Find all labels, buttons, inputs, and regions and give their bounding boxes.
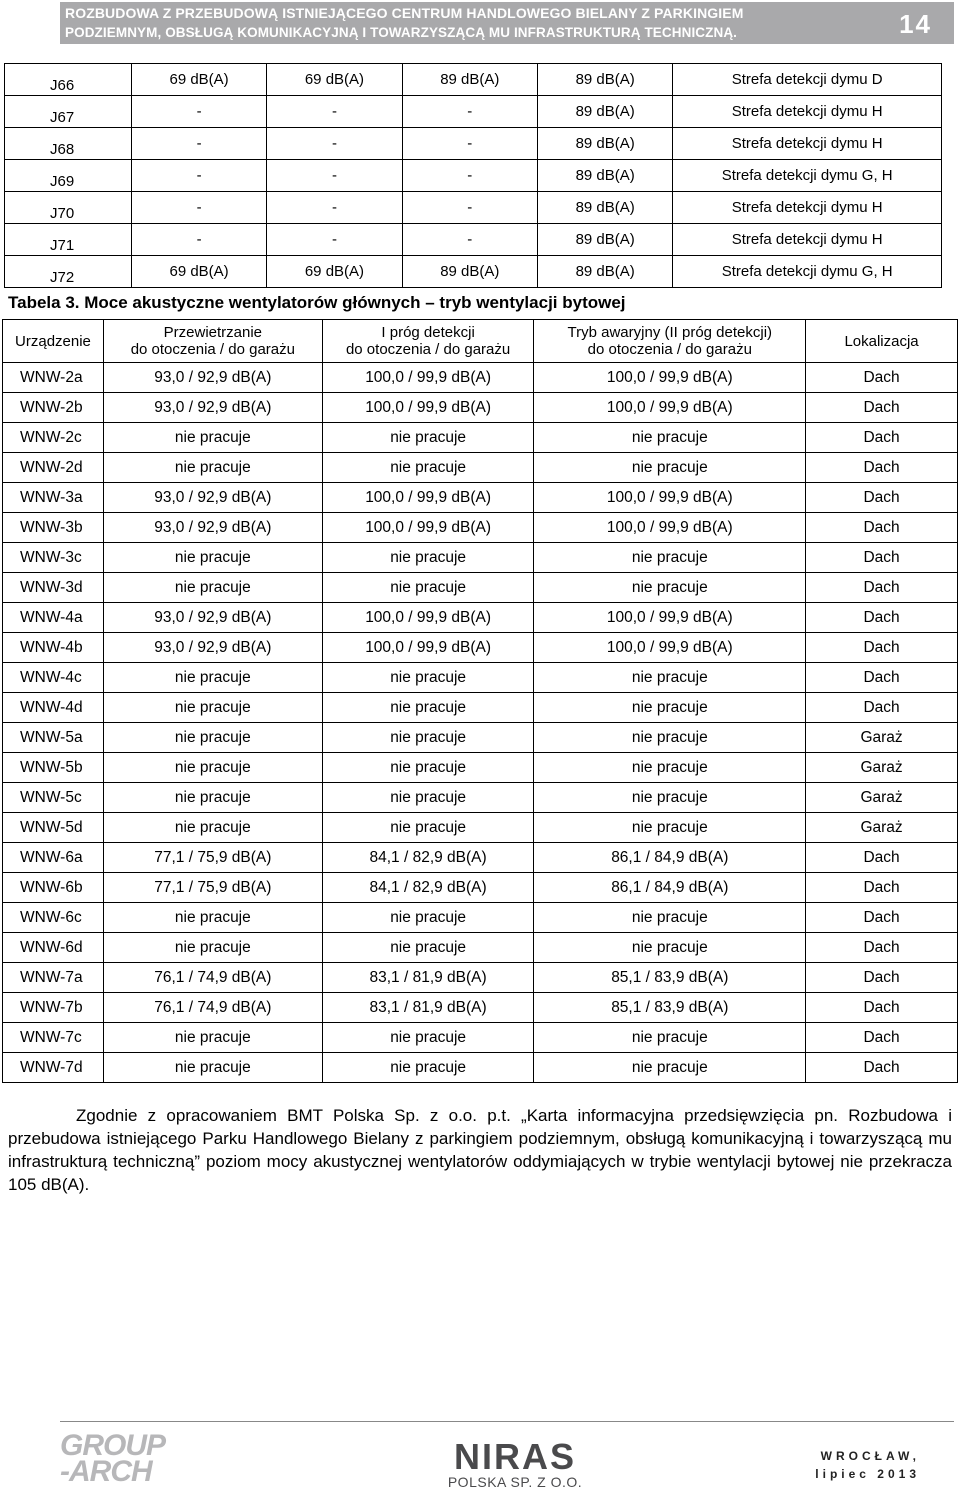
table-row — [5, 256, 942, 288]
cell-emergency-mode: nie pracuje — [534, 903, 806, 933]
cell-ventilation: 93,0 / 92,9 dB(A) — [103, 483, 322, 513]
cell-level-3: - — [402, 192, 537, 224]
cell-first-threshold: 100,0 / 99,9 dB(A) — [322, 603, 534, 633]
cell-level-2: 69 dB(A) — [267, 64, 402, 96]
cell-level-2: - — [267, 192, 402, 224]
cell-first-threshold: nie pracuje — [322, 723, 534, 753]
cell-first-threshold: nie pracuje — [322, 453, 534, 483]
cell-location: Dach — [806, 393, 958, 423]
cell-level-3: - — [402, 224, 537, 256]
cell-emergency-mode: nie pracuje — [534, 783, 806, 813]
table-row — [3, 423, 958, 453]
cell-location: Dach — [806, 543, 958, 573]
cell-location: Garaż — [806, 813, 958, 843]
table-row — [3, 723, 958, 753]
cell-level-3: 89 dB(A) — [402, 64, 537, 96]
footer-location: WROCŁAW, — [820, 1449, 920, 1463]
table-row — [5, 192, 942, 224]
niras-logo — [440, 1436, 590, 1495]
cell-device: WNW-2b — [3, 393, 104, 423]
cell-level-1: - — [131, 128, 266, 160]
cell-detector-id: J67 — [5, 96, 132, 128]
cell-ventilation: nie pracuje — [103, 663, 322, 693]
cell-emergency-mode: 100,0 / 99,9 dB(A) — [534, 483, 806, 513]
header-ventilation — [103, 320, 322, 363]
cell-first-threshold: nie pracuje — [322, 783, 534, 813]
cell-detector-id: J66 — [5, 64, 132, 96]
cell-device: WNW-2c — [3, 423, 104, 453]
cell-level-4: 89 dB(A) — [537, 96, 672, 128]
cell-emergency-mode: 100,0 / 99,9 dB(A) — [534, 513, 806, 543]
cell-device: WNW-7a — [3, 963, 104, 993]
cell-ventilation: 93,0 / 92,9 dB(A) — [103, 603, 322, 633]
cell-device: WNW-3a — [3, 483, 104, 513]
header-title-line2: PODZIEMNYM, OBSŁUGĄ KOMUNIKACYJNĄ I TOWARZYSZĄCĄ MU INFRASTRUKTURĄ TECHNICZNĄ. — [65, 25, 738, 40]
footer-divider — [60, 1421, 954, 1422]
cell-emergency-mode: 85,1 / 83,9 dB(A) — [534, 963, 806, 993]
header-location: Lokalizacja — [806, 320, 958, 363]
cell-ventilation: nie pracuje — [103, 753, 322, 783]
cell-device: WNW-6b — [3, 873, 104, 903]
table-fan-acoustic-power — [2, 319, 958, 1083]
cell-smoke-zone: Strefa detekcji dymu D — [673, 64, 942, 96]
cell-level-3: 89 dB(A) — [402, 256, 537, 288]
cell-ventilation: nie pracuje — [103, 423, 322, 453]
table-row — [3, 513, 958, 543]
cell-detector-id: J71 — [5, 224, 132, 256]
table-row — [3, 1023, 958, 1053]
cell-location: Dach — [806, 483, 958, 513]
cell-first-threshold: 83,1 / 81,9 dB(A) — [322, 993, 534, 1023]
cell-ventilation: nie pracuje — [103, 933, 322, 963]
cell-emergency-mode: 86,1 / 84,9 dB(A) — [534, 843, 806, 873]
cell-level-4: 89 dB(A) — [537, 192, 672, 224]
cell-level-2: - — [267, 96, 402, 128]
table-row — [3, 753, 958, 783]
cell-device: WNW-5a — [3, 723, 104, 753]
header-device: Urządzenie — [3, 320, 104, 363]
header-emergency-mode — [534, 320, 806, 363]
cell-first-threshold: 100,0 / 99,9 dB(A) — [322, 393, 534, 423]
body-paragraph — [8, 1104, 952, 1196]
cell-emergency-mode: nie pracuje — [534, 453, 806, 483]
cell-ventilation: 93,0 / 92,9 dB(A) — [103, 363, 322, 393]
cell-location: Garaż — [806, 723, 958, 753]
cell-first-threshold: nie pracuje — [322, 753, 534, 783]
cell-location: Dach — [806, 573, 958, 603]
table-row — [3, 843, 958, 873]
cell-detector-id: J69 — [5, 160, 132, 192]
cell-first-threshold: nie pracuje — [322, 543, 534, 573]
table-row — [5, 96, 942, 128]
cell-emergency-mode: nie pracuje — [534, 933, 806, 963]
table-row — [3, 483, 958, 513]
cell-ventilation: nie pracuje — [103, 693, 322, 723]
footer-location-date — [815, 1447, 920, 1483]
cell-device: WNW-7c — [3, 1023, 104, 1053]
cell-ventilation: 93,0 / 92,9 dB(A) — [103, 513, 322, 543]
cell-ventilation: 93,0 / 92,9 dB(A) — [103, 393, 322, 423]
table-row — [3, 693, 958, 723]
table-row — [3, 453, 958, 483]
cell-level-1: - — [131, 224, 266, 256]
header-emergency-mode-title: Tryb awaryjny (II próg detekcji) — [567, 324, 773, 341]
cell-ventilation: 93,0 / 92,9 dB(A) — [103, 633, 322, 663]
cell-location: Dach — [806, 963, 958, 993]
cell-smoke-zone: Strefa detekcji dymu G, H — [673, 256, 942, 288]
cell-location: Garaż — [806, 753, 958, 783]
cell-first-threshold: nie pracuje — [322, 573, 534, 603]
niras-logo-main: NIRAS — [453, 1436, 576, 1477]
cell-smoke-zone: Strefa detekcji dymu H — [673, 224, 942, 256]
cell-location: Dach — [806, 603, 958, 633]
cell-level-3: - — [402, 160, 537, 192]
cell-level-4: 89 dB(A) — [537, 160, 672, 192]
table-header — [3, 320, 958, 363]
cell-ventilation: 77,1 / 75,9 dB(A) — [103, 843, 322, 873]
table-row — [5, 224, 942, 256]
cell-level-2: 69 dB(A) — [267, 256, 402, 288]
cell-level-1: 69 dB(A) — [131, 256, 266, 288]
cell-location: Dach — [806, 513, 958, 543]
cell-first-threshold: nie pracuje — [322, 1023, 534, 1053]
cell-first-threshold: nie pracuje — [322, 933, 534, 963]
cell-first-threshold: nie pracuje — [322, 903, 534, 933]
table-row — [3, 933, 958, 963]
cell-location: Dach — [806, 453, 958, 483]
paragraph-text: Zgodnie z opracowaniem BMT Polska Sp. z o.o. p.t. „Karta informacyjna przedsięwzięcia pn. Rozbudowa i przebudowa istniejącego Parku Handlowego Bielany z parkingiem podziemnym, obsługą komunikacyjną i towarzyszącą mu infrastrukturą techniczną” poziom mocy akustycznej wentylatorów oddymiających w trybie wentylacji bytowej nie przekracza 105 dB(A). — [8, 1106, 952, 1194]
cell-device: WNW-7d — [3, 1053, 104, 1083]
cell-ventilation: 76,1 / 74,9 dB(A) — [103, 963, 322, 993]
table-row — [3, 813, 958, 843]
table-row — [3, 783, 958, 813]
cell-first-threshold: nie pracuje — [322, 1053, 534, 1083]
table-detectors-body — [5, 64, 942, 288]
cell-ventilation: nie pracuje — [103, 543, 322, 573]
cell-location: Dach — [806, 873, 958, 903]
cell-ventilation: nie pracuje — [103, 723, 322, 753]
table-row — [3, 663, 958, 693]
cell-first-threshold: 100,0 / 99,9 dB(A) — [322, 513, 534, 543]
cell-detector-id: J68 — [5, 128, 132, 160]
cell-location: Dach — [806, 933, 958, 963]
table-caption: Tabela 3. Moce akustyczne wentylatorów głównych – tryb wentylacji bytowej — [8, 293, 626, 312]
cell-emergency-mode: 100,0 / 99,9 dB(A) — [534, 633, 806, 663]
cell-first-threshold: nie pracuje — [322, 663, 534, 693]
cell-level-1: - — [131, 160, 266, 192]
cell-ventilation: 77,1 / 75,9 dB(A) — [103, 873, 322, 903]
cell-first-threshold: nie pracuje — [322, 423, 534, 453]
table-row — [5, 128, 942, 160]
table-row — [3, 963, 958, 993]
cell-emergency-mode: 100,0 / 99,9 dB(A) — [534, 393, 806, 423]
cell-first-threshold: nie pracuje — [322, 813, 534, 843]
cell-device: WNW-7b — [3, 993, 104, 1023]
cell-location: Dach — [806, 633, 958, 663]
cell-first-threshold: 83,1 / 81,9 dB(A) — [322, 963, 534, 993]
table-row — [3, 1053, 958, 1083]
cell-location: Dach — [806, 693, 958, 723]
cell-location: Dach — [806, 993, 958, 1023]
cell-emergency-mode: nie pracuje — [534, 1023, 806, 1053]
cell-ventilation: nie pracuje — [103, 903, 322, 933]
cell-emergency-mode: nie pracuje — [534, 693, 806, 723]
footer-date: lipiec 2013 — [815, 1467, 920, 1481]
cell-device: WNW-3b — [3, 513, 104, 543]
niras-logo-sub: POLSKA SP. Z O.O. — [447, 1474, 583, 1490]
cell-location: Dach — [806, 1053, 958, 1083]
cell-level-1: - — [131, 96, 266, 128]
cell-level-3: - — [402, 128, 537, 160]
table-row — [3, 543, 958, 573]
cell-smoke-zone: Strefa detekcji dymu H — [673, 96, 942, 128]
cell-emergency-mode: nie pracuje — [534, 663, 806, 693]
cell-ventilation: nie pracuje — [103, 573, 322, 603]
cell-location: Dach — [806, 843, 958, 873]
group-arch-logo — [60, 1429, 185, 1488]
cell-detector-id: J72 — [5, 256, 132, 288]
header-emergency-mode-sub: do otoczenia / do garażu — [587, 341, 752, 358]
table-row — [3, 603, 958, 633]
header-ventilation-title: Przewietrzanie — [163, 324, 263, 341]
header-first-threshold-title: I próg detekcji — [381, 324, 475, 341]
cell-emergency-mode: nie pracuje — [534, 543, 806, 573]
cell-ventilation: nie pracuje — [103, 453, 322, 483]
cell-device: WNW-3d — [3, 573, 104, 603]
cell-device: WNW-3c — [3, 543, 104, 573]
cell-level-4: 89 dB(A) — [537, 64, 672, 96]
cell-level-3: - — [402, 96, 537, 128]
cell-level-2: - — [267, 224, 402, 256]
cell-ventilation: nie pracuje — [103, 1023, 322, 1053]
cell-first-threshold: 84,1 / 82,9 dB(A) — [322, 873, 534, 903]
cell-level-2: - — [267, 128, 402, 160]
cell-device: WNW-4d — [3, 693, 104, 723]
table-row — [5, 64, 942, 96]
header-ventilation-sub: do otoczenia / do garażu — [130, 341, 295, 358]
cell-device: WNW-2a — [3, 363, 104, 393]
cell-location: Dach — [806, 363, 958, 393]
cell-emergency-mode: nie pracuje — [534, 1053, 806, 1083]
cell-first-threshold: 100,0 / 99,9 dB(A) — [322, 633, 534, 663]
group-arch-logo-line2: -ARCH — [60, 1455, 152, 1488]
cell-location: Dach — [806, 663, 958, 693]
table-row — [3, 363, 958, 393]
cell-emergency-mode: 100,0 / 99,9 dB(A) — [534, 603, 806, 633]
cell-level-4: 89 dB(A) — [537, 224, 672, 256]
table-row — [3, 993, 958, 1023]
cell-level-1: 69 dB(A) — [131, 64, 266, 96]
cell-device: WNW-5d — [3, 813, 104, 843]
page-number: 14 — [899, 9, 932, 39]
cell-device: WNW-4c — [3, 663, 104, 693]
cell-first-threshold: nie pracuje — [322, 693, 534, 723]
cell-emergency-mode: 85,1 / 83,9 dB(A) — [534, 993, 806, 1023]
cell-emergency-mode: nie pracuje — [534, 423, 806, 453]
cell-location: Dach — [806, 423, 958, 453]
table-fan-body — [3, 363, 958, 1083]
table-row — [3, 393, 958, 423]
cell-emergency-mode: nie pracuje — [534, 753, 806, 783]
table-row — [3, 573, 958, 603]
cell-level-4: 89 dB(A) — [537, 128, 672, 160]
table-row — [3, 873, 958, 903]
cell-ventilation: nie pracuje — [103, 813, 322, 843]
cell-emergency-mode: nie pracuje — [534, 723, 806, 753]
cell-ventilation: nie pracuje — [103, 1053, 322, 1083]
document-header — [60, 2, 954, 44]
cell-device: WNW-6a — [3, 843, 104, 873]
cell-location: Dach — [806, 903, 958, 933]
header-title-line1: ROZBUDOWA Z PRZEBUDOWĄ ISTNIEJĄCEGO CENTRUM HANDLOWEGO BIELANY Z PARKINGIEM — [65, 5, 744, 21]
table-row — [5, 160, 942, 192]
cell-level-4: 89 dB(A) — [537, 256, 672, 288]
table-row — [3, 903, 958, 933]
cell-smoke-zone: Strefa detekcji dymu G, H — [673, 160, 942, 192]
cell-level-1: - — [131, 192, 266, 224]
cell-ventilation: nie pracuje — [103, 783, 322, 813]
cell-level-2: - — [267, 160, 402, 192]
cell-detector-id: J70 — [5, 192, 132, 224]
cell-emergency-mode: 100,0 / 99,9 dB(A) — [534, 363, 806, 393]
cell-location: Garaż — [806, 783, 958, 813]
cell-device: WNW-4a — [3, 603, 104, 633]
table-row — [3, 633, 958, 663]
cell-location: Dach — [806, 1023, 958, 1053]
header-first-threshold — [322, 320, 534, 363]
cell-device: WNW-2d — [3, 453, 104, 483]
cell-ventilation: 76,1 / 74,9 dB(A) — [103, 993, 322, 1023]
cell-first-threshold: 84,1 / 82,9 dB(A) — [322, 843, 534, 873]
cell-device: WNW-5c — [3, 783, 104, 813]
cell-emergency-mode: nie pracuje — [534, 573, 806, 603]
cell-emergency-mode: nie pracuje — [534, 813, 806, 843]
cell-device: WNW-5b — [3, 753, 104, 783]
cell-device: WNW-6d — [3, 933, 104, 963]
cell-smoke-zone: Strefa detekcji dymu H — [673, 128, 942, 160]
group-arch-logo-line1: GROUP — [60, 1429, 166, 1462]
cell-device: WNW-4b — [3, 633, 104, 663]
table-detectors — [4, 63, 942, 288]
header-first-threshold-sub: do otoczenia / do garażu — [345, 341, 511, 358]
cell-smoke-zone: Strefa detekcji dymu H — [673, 192, 942, 224]
cell-first-threshold: 100,0 / 99,9 dB(A) — [322, 483, 534, 513]
cell-first-threshold: 100,0 / 99,9 dB(A) — [322, 363, 534, 393]
cell-emergency-mode: 86,1 / 84,9 dB(A) — [534, 873, 806, 903]
cell-device: WNW-6c — [3, 903, 104, 933]
